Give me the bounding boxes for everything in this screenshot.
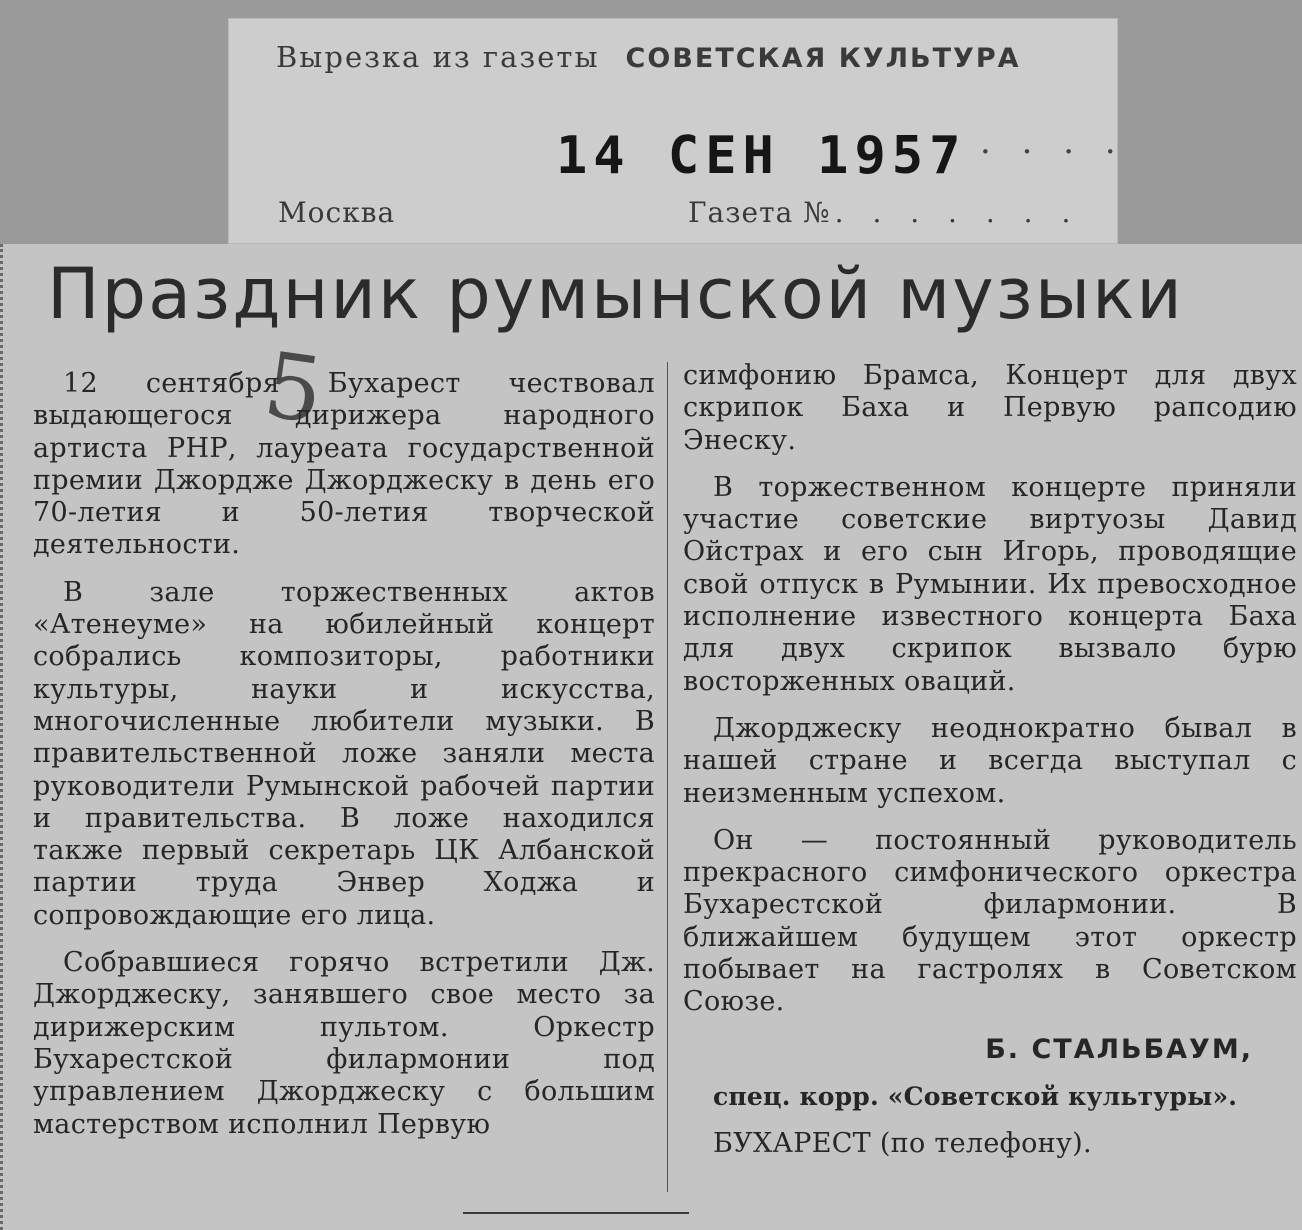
end-rule: [463, 1212, 689, 1214]
paragraph: Джорджеску неоднократно бывал в нашей стране и всегда выступал с неизменным успехом.: [683, 712, 1297, 809]
date-stamp: 14 СЕН 1957: [556, 126, 967, 186]
paragraph: Собравшиеся горячо встретили Дж. Джорджеску, занявшего свое место за дирижерским пультом. Оркестр Бухарестской филармонии под управлением Джорджеску с большим мастерством исполнил Первую: [33, 947, 655, 1140]
newspaper-name: СОВЕТСКАЯ КУЛЬТУРА: [625, 43, 1021, 74]
slip-city: Москва: [278, 196, 396, 229]
paragraph: В торжественном концерте приняли участие советские виртуозы Давид Ойстрах и его сын Игорь, проводящие свой отпуск в Румынии. Их превосходное исполнение известного концерта Баха для двух скрипок вызвало бурю восторженных оваций.: [683, 471, 1297, 697]
paragraph: Он — постоянный руководитель прекрасного симфонического оркестра Бухарестской филармонии. В ближайшем будущем этот оркестр побывает на гастролях в Советском Союзе.: [683, 824, 1297, 1018]
dateline: БУХАРЕСТ (по телефону).: [713, 1128, 1092, 1160]
article-column-left: [33, 368, 655, 1141]
issue-label: Газета №: [688, 196, 831, 229]
handwritten-mark: 5: [257, 332, 330, 445]
newspaper-clipping: [0, 244, 1302, 1230]
article-headline: Праздник румынской музыки: [47, 253, 1184, 335]
issue-dots: . . . . . . .: [834, 196, 1081, 229]
slip-header: [276, 40, 1021, 76]
paragraph: В зале торжественных актов «Атенеуме» на юбилейный концерт собрались композиторы, работники культуры, науки и искусства, многочисленные любители музыки. В правительственной ложе заняли места руководители Румынской рабочей партии и правительства. В ложе находился также первый секретарь ЦК Албанской партии труда Энвер Ходжа и сопровождающие его лица.: [33, 576, 655, 931]
article-column-right: [683, 360, 1297, 1161]
author-role: спец. корр. «Советской культуры».: [713, 1081, 1238, 1111]
paragraph-continuation: симфонию Брамса, Концерт для двух скрипок Баха и Первую рапсодию Энеску.: [683, 360, 1297, 456]
author-byline: Б. СТАЛЬБАУМ,: [985, 1033, 1253, 1065]
issue-number-field: [688, 196, 1080, 229]
slip-prefix: Вырезка из газеты: [276, 40, 600, 74]
column-divider: [667, 362, 668, 1192]
paragraph: 12 сентября Бухарест чествовал выдающегося дирижера народного артиста РНР, лауреата государственной премии Джордже Джорджеску в день его 70-летия и 50-летия творческой деятельности.: [33, 368, 655, 561]
date-dots: · · · ·: [980, 132, 1126, 172]
archive-stamp-slip: [228, 18, 1126, 244]
